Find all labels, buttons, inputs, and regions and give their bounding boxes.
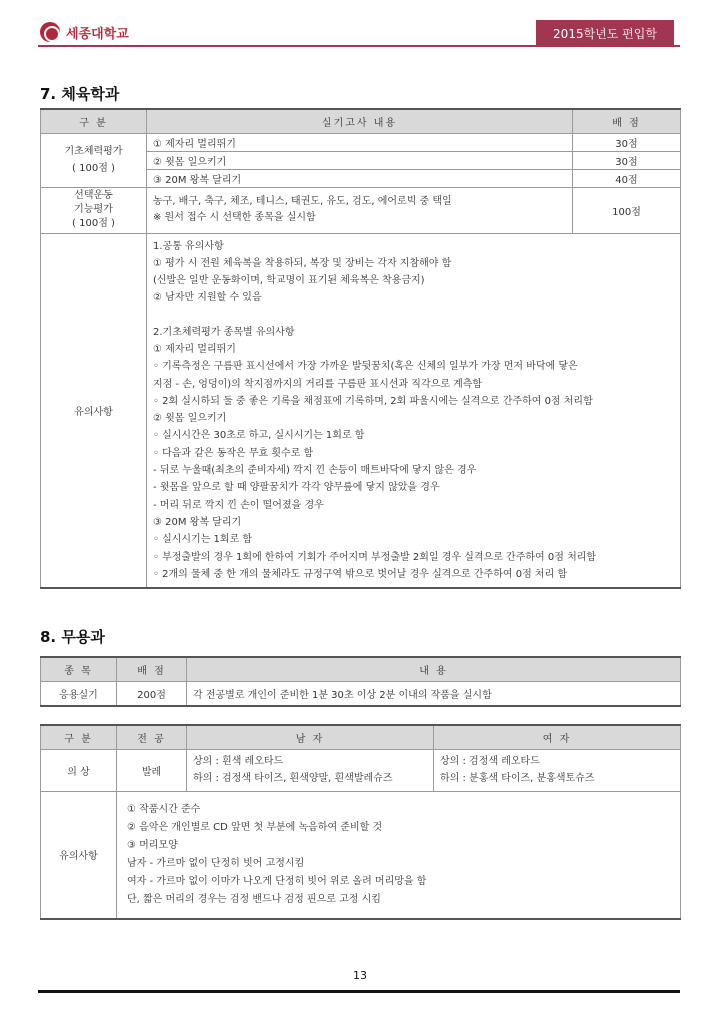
exam-content: 각 전공별로 개인이 준비한 1분 30초 이상 2분 이내의 작품을 실시함 — [187, 681, 681, 706]
dance-notes-content — [117, 791, 681, 919]
event-shuttle-run: ③ 20M 왕복 달리기 — [147, 169, 573, 187]
note-line: ① 제자리 멀리뛰기 — [153, 343, 236, 355]
note-line: ① 작품시간 준수 — [127, 803, 201, 815]
table-row — [41, 681, 681, 706]
table-row — [41, 233, 681, 588]
notes-label: 유의사항 — [41, 233, 147, 588]
note-line: ◦ 부정출발의 경우 1회에 한하여 기회가 주어지며 부정출발 2회일 경우 실격으로 간주하여 0점 처리함 — [153, 551, 597, 563]
costume-label: 의 상 — [41, 749, 117, 791]
note-line: ① 평가 시 전원 체육복을 착용하되, 복장 및 장비는 각자 지참해야 함 — [153, 257, 452, 269]
note-line: 남자 - 가르마 없이 단정히 빗어 고정시킴 — [127, 857, 305, 869]
page-header — [38, 16, 678, 46]
note-spacer — [153, 307, 674, 324]
table-header-row — [41, 657, 681, 681]
table-row — [41, 133, 681, 151]
university-logo — [40, 22, 129, 42]
year-badge: 2015학년도 편입학 — [536, 20, 674, 46]
header-score: 배 점 — [573, 109, 681, 133]
note-line: ◦ 2개의 물체 중 한 개의 물체라도 규정구역 밖으로 벗어날 경우 실격으로 간주하여 0점 처리 함 — [153, 568, 568, 580]
header-content: 내 용 — [187, 657, 681, 681]
table-header-row — [41, 725, 681, 749]
header-male: 남 자 — [187, 725, 434, 749]
note-line: 1.공통 유의사항 — [153, 240, 224, 252]
header-divider — [38, 45, 680, 47]
header-score: 배 점 — [117, 657, 187, 681]
table-row — [41, 749, 681, 791]
note-line: ◦ 다음과 같은 동작은 무효 횟수로 함 — [153, 447, 314, 459]
score-shuttle-run: 40점 — [573, 169, 681, 187]
score-sit-ups: 30점 — [573, 151, 681, 169]
note-line: - 머리 뒤로 깍지 낀 손이 떨어졌을 경우 — [153, 499, 324, 511]
exam-item: 응용실기 — [41, 681, 117, 706]
notes-content — [147, 233, 681, 588]
header-category: 구 분 — [41, 725, 117, 749]
header-category: 구 분 — [41, 109, 147, 133]
costume-major: 발레 — [117, 749, 187, 791]
note-line: ◦ 2회 실시하되 둘 중 좋은 기록을 채점표에 기록하며, 2회 파울시에는 실격으로 간주하여 0점 처리함 — [153, 395, 593, 407]
basic-fitness-label: 기초체력평가 ( 100점 ) — [41, 133, 147, 187]
exam-score: 200점 — [117, 681, 187, 706]
header-female: 여 자 — [434, 725, 681, 749]
note-line: ◦ 기록측정은 구름판 표시선에서 가장 가까운 발뒷꿈치(혹은 신체의 일부가 가장 먼저 바닥에 닿은 — [153, 361, 578, 373]
dance-notes-label: 유의사항 — [41, 791, 117, 919]
table-row — [41, 791, 681, 919]
header-major: 전 공 — [117, 725, 187, 749]
note-line: ② 음악은 개인별로 CD 앞면 첫 부분에 녹음하여 준비할 것 — [127, 821, 383, 833]
score-long-jump: 30점 — [573, 133, 681, 151]
note-line: ③ 머리모양 — [127, 839, 178, 851]
page-number: 13 — [353, 969, 367, 982]
note-line: 지점 - 손, 엉덩이)의 착지점까지의 거리를 구름판 표시선과 직각으로 계측함 — [153, 378, 483, 390]
university-name: 세종대학교 — [66, 26, 129, 42]
note-line: ③ 20M 왕복 달리기 — [153, 516, 242, 528]
section-title-dance: 8. 무용과 — [40, 628, 105, 646]
table-header-row — [41, 109, 681, 133]
note-line: ② 윗몸 일으키기 — [153, 413, 227, 425]
note-line: 2.기초체력평가 종목별 유의사항 — [153, 326, 295, 338]
costume-female: 상의 : 검정색 레오타드 하의 : 분홍색 타이즈, 분홍색토슈즈 — [434, 749, 681, 791]
university-seal-icon — [40, 22, 60, 42]
event-long-jump: ① 제자리 멀리뛰기 — [147, 133, 573, 151]
header-item: 종 목 — [41, 657, 117, 681]
elective-score: 100점 — [573, 187, 681, 233]
elective-content: 농구, 배구, 축구, 체조, 테니스, 태권도, 유도, 검도, 에어로빅 중 택일 ※ 원서 접수 시 선택한 종목을 실시함 — [147, 187, 573, 233]
header-content: 실기고사 내용 — [147, 109, 573, 133]
event-sit-ups: ② 윗몸 일으키기 — [147, 151, 573, 169]
note-line: ◦ 실시시간은 30초로 하고, 실시시기는 1회로 함 — [153, 430, 365, 442]
dance-rules-table — [40, 724, 681, 920]
elective-label: 선택운동 기능평가 ( 100점 ) — [41, 187, 147, 233]
note-line: ◦ 실시시기는 1회로 함 — [153, 534, 253, 546]
dance-exam-table — [40, 656, 681, 707]
note-line: 단, 짧은 머리의 경우는 검정 밴드나 검정 핀으로 고정 시킴 — [127, 893, 381, 905]
pe-exam-table — [40, 108, 681, 589]
note-line: (신발은 일반 운동화이며, 학교명이 표기된 체육복은 착용금지) — [153, 275, 425, 287]
note-line: ② 남자만 지원할 수 있음 — [153, 292, 262, 304]
costume-male: 상의 : 흰색 레오타드 하의 : 검정색 타이즈, 흰색양말, 흰색발레슈즈 — [187, 749, 434, 791]
section-title-pe: 7. 체육학과 — [40, 85, 120, 103]
note-line: - 윗몸을 앞으로 할 때 양팔꿈치가 각각 양무릎에 닿지 않았을 경우 — [153, 482, 440, 494]
note-line: 여자 - 가르마 없이 이마가 나오게 단정히 빗어 위로 올려 머리망을 함 — [127, 875, 427, 887]
table-row — [41, 187, 681, 233]
footer-divider — [38, 990, 680, 993]
note-line: - 뒤로 누울때(최초의 준비자세) 깍지 낀 손등이 매트바닥에 닿지 않은 경우 — [153, 465, 477, 477]
